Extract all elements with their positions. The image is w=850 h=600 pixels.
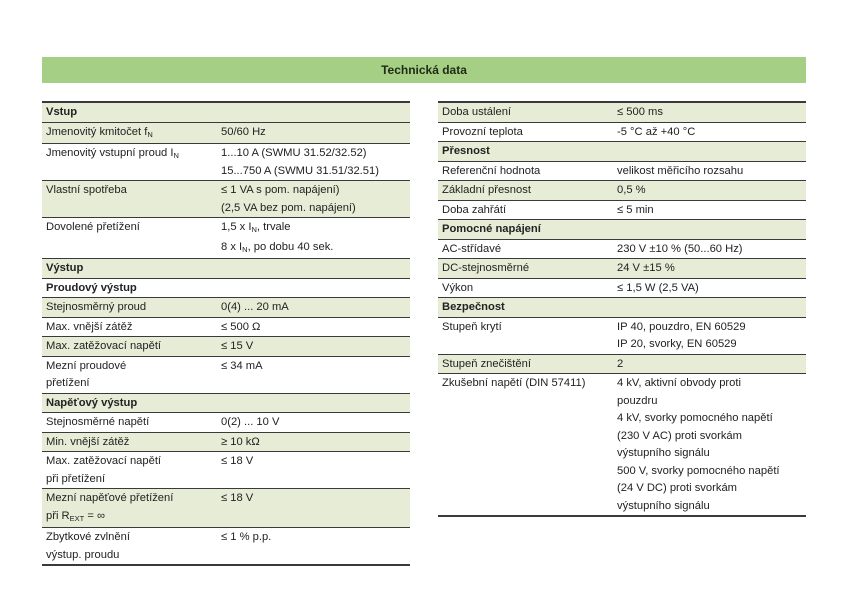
table-row [438, 278, 806, 298]
table-row [438, 142, 806, 162]
row-label: DC-stejnosměrné [438, 259, 613, 279]
row-value: ≤ 18 V [217, 489, 410, 528]
row-label: Výkon [438, 278, 613, 298]
row-label: Mezní napěťové přetížení při $R_{EXT}$ = ∞ [42, 489, 217, 528]
table-row [42, 317, 410, 337]
spec-table-right [438, 101, 806, 517]
table-row [438, 298, 806, 318]
table-row [42, 528, 410, 566]
row-label: Stupeň znečištění [438, 354, 613, 374]
row-value: ≤ 34 mA [217, 356, 410, 393]
group-heading: Proudový výstup [42, 278, 410, 298]
table-row [42, 432, 410, 452]
table-row [438, 239, 806, 259]
row-label: Vlastní spotřeba [42, 181, 217, 218]
row-label: Doba ustálení [438, 102, 613, 122]
row-value: 230 V ±10 % (50...60 Hz) [613, 239, 806, 259]
table-row [438, 102, 806, 122]
table-row [42, 181, 410, 218]
row-value: 50/60 Hz [217, 122, 410, 144]
row-value: velikost měřicího rozsahu [613, 161, 806, 181]
row-label: Základní přesnost [438, 181, 613, 201]
row-label: Jmenovitý vstupní proud $I_N$ [42, 144, 217, 181]
table-row [42, 413, 410, 433]
row-value: ≤ 500 Ω [217, 317, 410, 337]
table-row [438, 200, 806, 220]
row-value: ≤ 1,5 W (2,5 VA) [613, 278, 806, 298]
table-row [42, 356, 410, 393]
row-label: Provozní teplota [438, 122, 613, 142]
section-title-bar [42, 57, 806, 83]
row-value: ≥ 10 kΩ [217, 432, 410, 452]
group-heading: Vstup [42, 102, 410, 122]
row-value: 1,5 x $I_N$, trvale 8 x $I_N$, po dobu 40 sek. [217, 218, 410, 259]
table-row [42, 122, 410, 144]
row-value: ≤ 18 V [217, 452, 410, 489]
row-label: Max. zatěžovací napětí při přetížení [42, 452, 217, 489]
row-value: 0,5 % [613, 181, 806, 201]
table-row [42, 144, 410, 181]
row-label: Zkušební napětí (DIN 57411) [438, 374, 613, 517]
row-value: IP 40, pouzdro, EN 60529 IP 20, svorky, EN 60529 [613, 317, 806, 354]
group-heading: Přesnost [438, 142, 806, 162]
table-row [42, 218, 410, 259]
row-label: Max. zatěžovací napětí [42, 337, 217, 357]
row-label: Zbytkové zvlnění výstup. proudu [42, 528, 217, 566]
spec-table-left [42, 101, 410, 566]
table-row [42, 102, 410, 122]
group-heading: Výstup [42, 259, 410, 279]
table-row [42, 489, 410, 528]
table-row [42, 393, 410, 413]
section-title: Technická data [381, 63, 467, 77]
table-row [438, 317, 806, 354]
table-row [438, 122, 806, 142]
table-row [438, 374, 806, 517]
table-row [438, 259, 806, 279]
row-value: -5 °C až +40 °C [613, 122, 806, 142]
row-label: Doba zahřátí [438, 200, 613, 220]
group-heading: Bezpečnost [438, 298, 806, 318]
row-label: Stupeň krytí [438, 317, 613, 354]
table-row [42, 452, 410, 489]
row-value: ≤ 500 ms [613, 102, 806, 122]
row-label: Jmenovitý kmitočet $f_N$ [42, 122, 217, 144]
table-row [42, 278, 410, 298]
row-value: ≤ 1 VA s pom. napájení) (2,5 VA bez pom. napájení) [217, 181, 410, 218]
row-label: Referenční hodnota [438, 161, 613, 181]
row-label: Max. vnější zátěž [42, 317, 217, 337]
row-label: Min. vnější zátěž [42, 432, 217, 452]
row-label: Stejnosměrné napětí [42, 413, 217, 433]
table-row [42, 259, 410, 279]
row-label: Stejnosměrný proud [42, 298, 217, 318]
row-value: 4 kV, aktivní obvody proti pouzdru 4 kV, svorky pomocného napětí (230 V AC) proti svorkám výstupního signálu 500 V, svorky pomocného napětí (24 V DC) proti svorkám výstupního signálu [613, 374, 806, 517]
row-value: ≤ 15 V [217, 337, 410, 357]
row-value: ≤ 1 % p.p. [217, 528, 410, 566]
row-value: 0(4) ... 20 mA [217, 298, 410, 318]
row-value: 2 [613, 354, 806, 374]
table-row [438, 220, 806, 240]
row-value: 0(2) ... 10 V [217, 413, 410, 433]
row-value: 1...10 A (SWMU 31.52/32.52) 15...750 A (SWMU 31.51/32.51) [217, 144, 410, 181]
table-row [42, 298, 410, 318]
group-heading: Napěťový výstup [42, 393, 410, 413]
table-row [42, 337, 410, 357]
group-heading: Pomocné napájení [438, 220, 806, 240]
table-row [438, 161, 806, 181]
table-row [438, 181, 806, 201]
row-label: Dovolené přetížení [42, 218, 217, 259]
row-label: Mezní proudové přetížení [42, 356, 217, 393]
row-label: AC-střídavé [438, 239, 613, 259]
row-value: 24 V ±15 % [613, 259, 806, 279]
row-value: ≤ 5 min [613, 200, 806, 220]
table-row [438, 354, 806, 374]
